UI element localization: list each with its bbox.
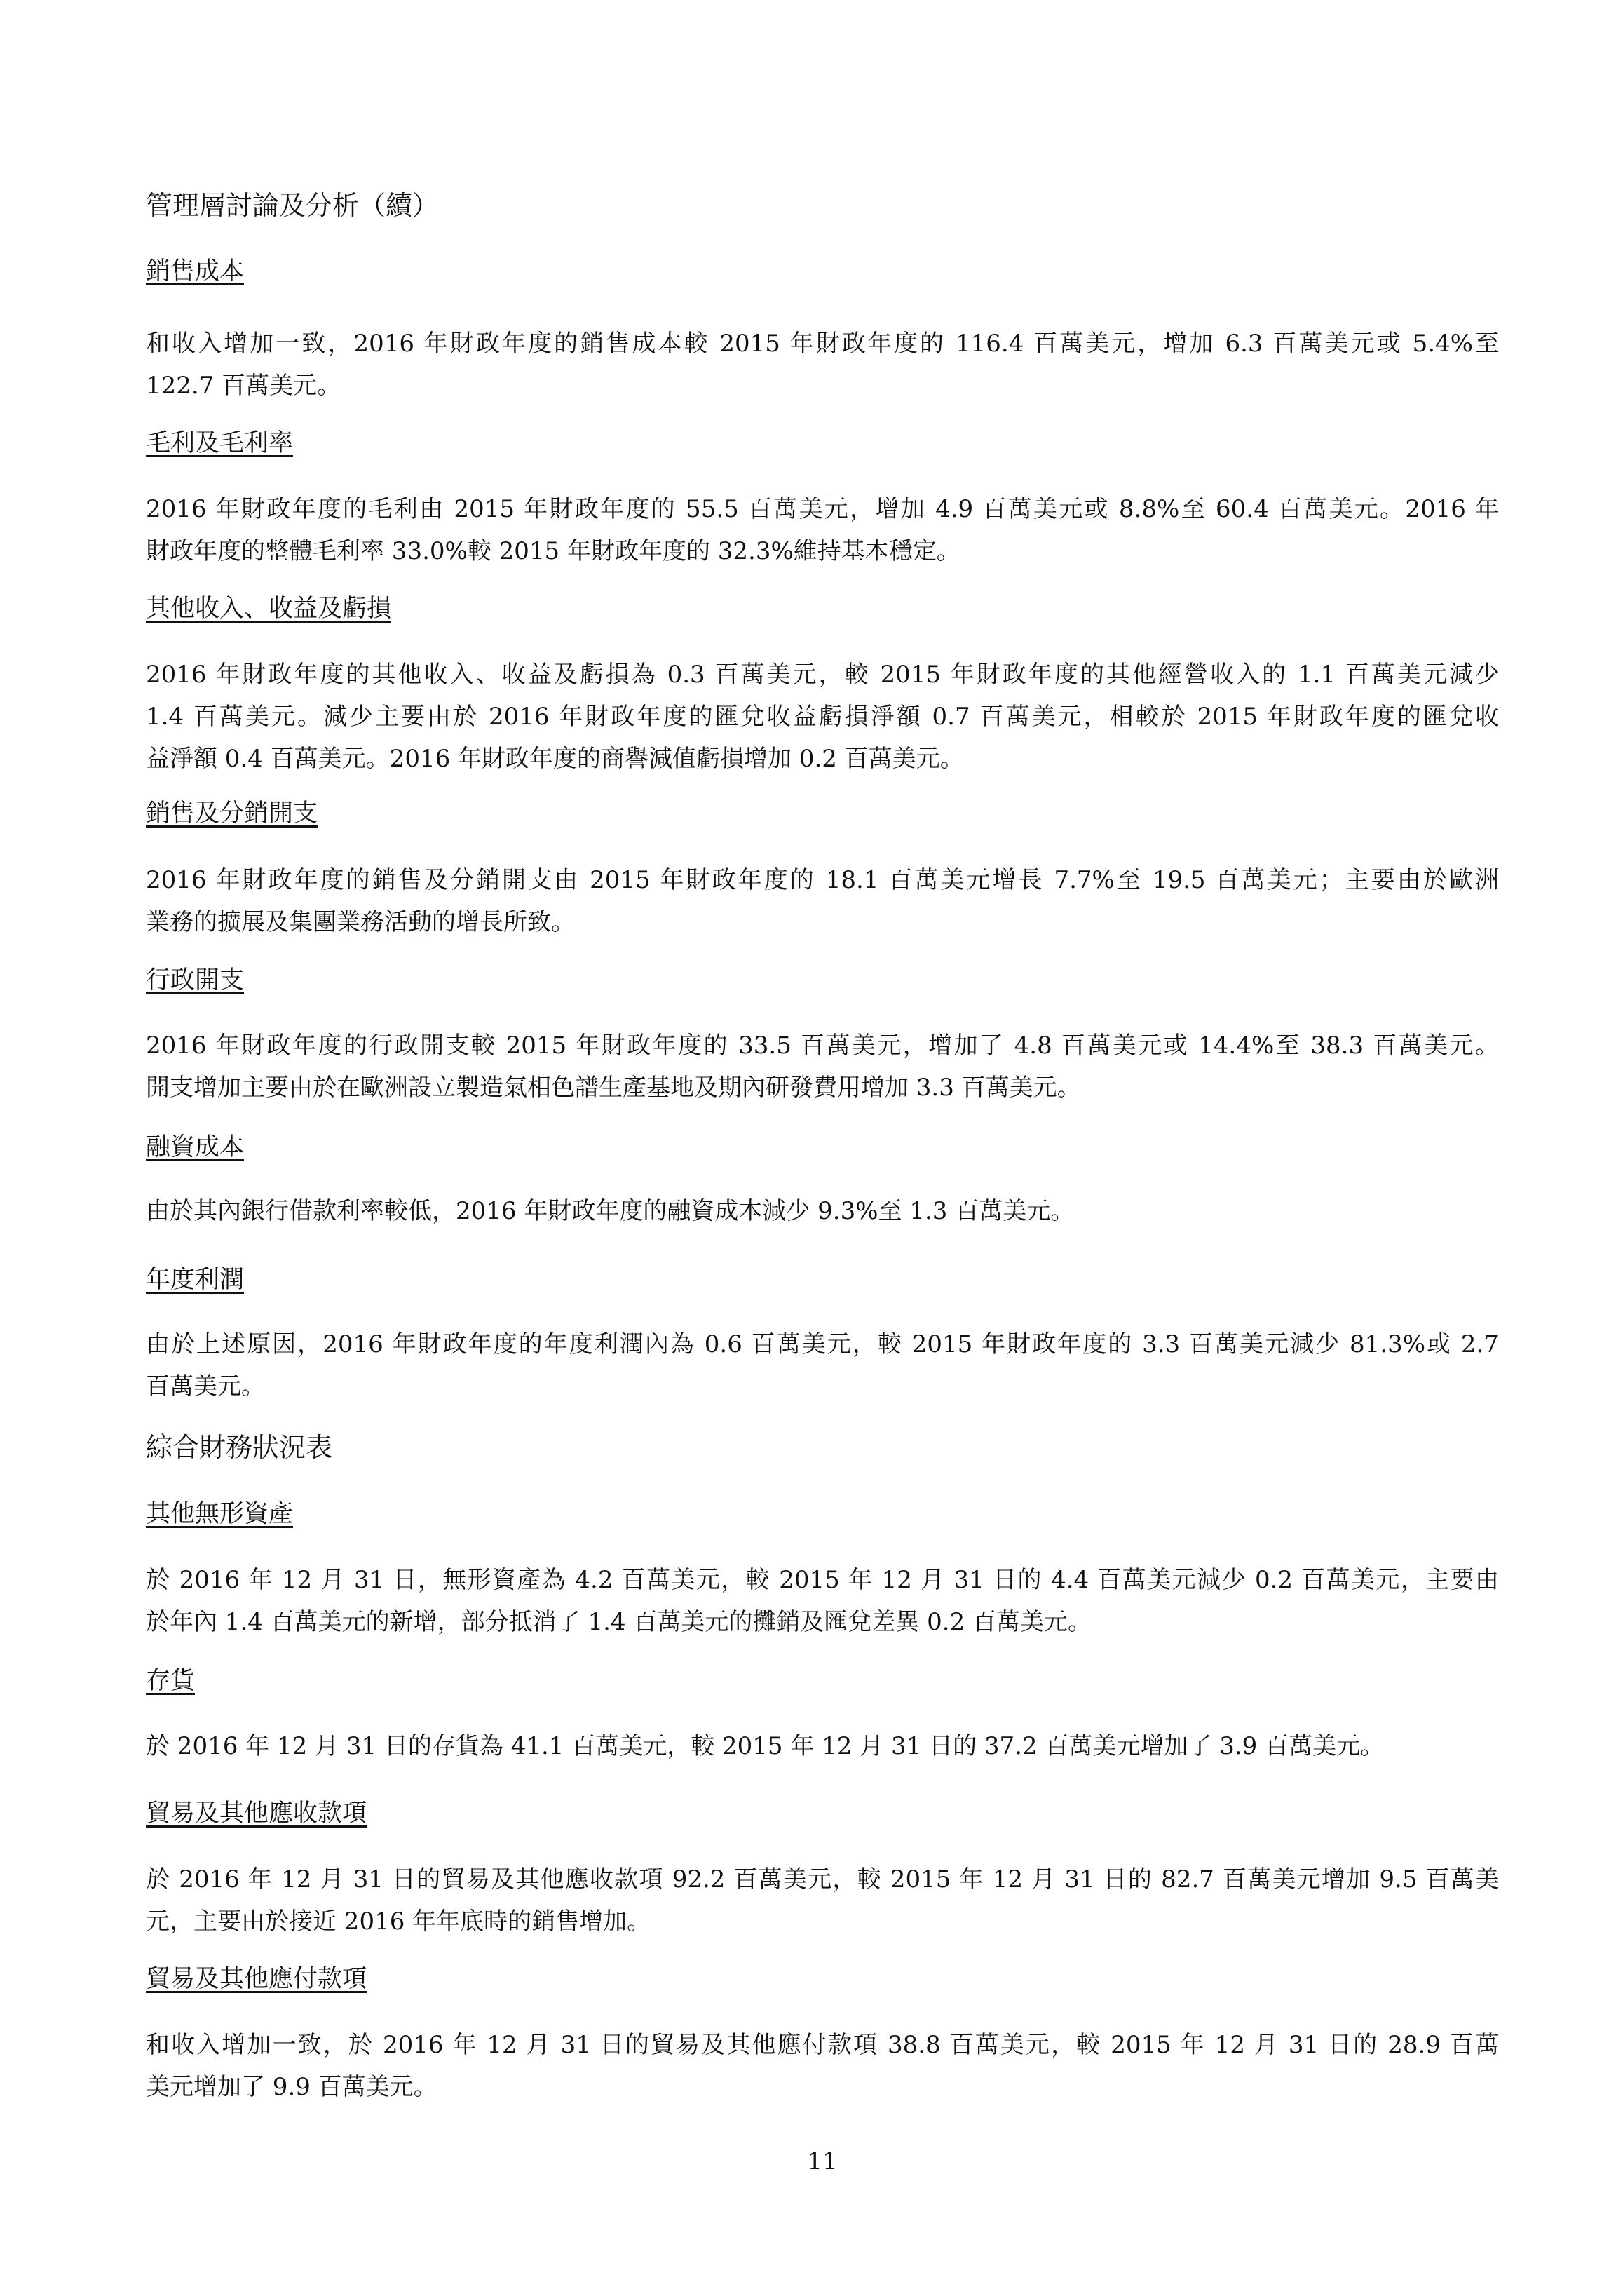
section-body-other-income: [146, 654, 1499, 780]
section-title-cost-of-sales: 銷售成本: [146, 257, 245, 285]
text-line: 由於上述原因，2016 年財政年度的年度利潤內為 0.6 百萬美元，較 2015 年財政年度的 3.3 百萬美元減少 81.3%或 2.7: [146, 1330, 1499, 1358]
text-line: 由於其內銀行借款利率較低，2016 年財政年度的融資成本減少 9.3%至 1.3 百萬美元。: [146, 1197, 1075, 1225]
text-line: 於 2016 年 12 月 31 日，無形資產為 4.2 百萬美元，較 2015 年 12 月 31 日的 4.4 百萬美元減少 0.2 百萬美元，主要由: [146, 1566, 1499, 1594]
section-body-gross-profit: [146, 488, 1499, 572]
section-title-inventories: 存貨: [146, 1667, 196, 1695]
text-line: 122.7 百萬美元。: [146, 372, 341, 400]
section-title-admin-expenses: 行政開支: [146, 966, 245, 994]
main-heading-mda: 管理層討論及分析（續）: [146, 190, 440, 221]
text-line: 益淨額 0.4 百萬美元。2016 年財政年度的商譽減值虧損增加 0.2 百萬美元。: [146, 745, 964, 773]
text-line: 2016 年財政年度的行政開支較 2015 年財政年度的 33.5 百萬美元，增加了 4.8 百萬美元或 14.4%至 38.3 百萬美元。: [146, 1032, 1499, 1060]
page-number: 11: [807, 2147, 838, 2175]
text-line: 和收入增加一致，2016 年財政年度的銷售成本較 2015 年財政年度的 116.4 百萬美元，增加 6.3 百萬美元或 5.4%至: [146, 330, 1500, 358]
text-line: 1.4 百萬美元。減少主要由於 2016 年財政年度的匯兌收益虧損淨額 0.7 百萬美元，相較於 2015 年財政年度的匯兌收: [146, 703, 1499, 731]
section-body-intangible-assets: [146, 1559, 1499, 1643]
section-title-trade-receivables: 貿易及其他應收款項: [146, 1799, 367, 1828]
text-line: 於 2016 年 12 月 31 日的貿易及其他應收款項 92.2 百萬美元，較 2015 年 12 月 31 日的 82.7 百萬美元增加 9.5 百萬美: [146, 1865, 1499, 1893]
section-title-gross-profit: 毛利及毛利率: [146, 429, 294, 457]
section-body-trade-payables: [146, 2024, 1499, 2108]
section-body-profit-for-year: [146, 1323, 1499, 1407]
section-body-finance-costs: [146, 1190, 1499, 1232]
section-title-selling-distribution: 銷售及分銷開支: [146, 799, 318, 828]
section-body-cost-of-sales: [146, 323, 1499, 407]
text-line: 業務的擴展及集團業務活動的增長所致。: [146, 908, 575, 936]
section-title-trade-payables: 貿易及其他應付款項: [146, 1965, 367, 1993]
text-line: 元，主要由於接近 2016 年年底時的銷售增加。: [146, 1907, 651, 1936]
section-body-inventories: [146, 1725, 1499, 1767]
text-line: 開支增加主要由於在歐洲設立製造氣相色譜生產基地及期內研發費用增加 3.3 百萬美元。: [146, 1074, 1081, 1102]
section-body-trade-receivables: [146, 1858, 1499, 1943]
text-line: 於年內 1.4 百萬美元的新增，部分抵消了 1.4 百萬美元的攤銷及匯兌差異 0.2 百萬美元。: [146, 1608, 1092, 1636]
section-title-other-income: 其他收入、收益及虧損: [146, 595, 392, 623]
section-body-admin-expenses: [146, 1025, 1499, 1109]
section-title-profit-for-year: 年度利潤: [146, 1266, 245, 1294]
section-title-intangible-assets: 其他無形資產: [146, 1500, 294, 1528]
section-title-finance-costs: 融資成本: [146, 1133, 245, 1161]
text-line: 於 2016 年 12 月 31 日的存貨為 41.1 百萬美元，較 2015 年 12 月 31 日的 37.2 百萬美元增加了 3.9 百萬美元。: [146, 1732, 1385, 1760]
text-line: 財政年度的整體毛利率 33.0%較 2015 年財政年度的 32.3%維持基本穩定。: [146, 537, 960, 565]
document-page: [146, 0, 1499, 2296]
main-heading-financial-position: 綜合財務狀況表: [146, 1432, 333, 1463]
text-line: 2016 年財政年度的其他收入、收益及虧損為 0.3 百萬美元，較 2015 年財政年度的其他經營收入的 1.1 百萬美元減少: [146, 661, 1499, 689]
text-line: 2016 年財政年度的銷售及分銷開支由 2015 年財政年度的 18.1 百萬美元增長 7.7%至 19.5 百萬美元；主要由於歐洲: [146, 866, 1499, 894]
text-line: 2016 年財政年度的毛利由 2015 年財政年度的 55.5 百萬美元，增加 4.9 百萬美元或 8.8%至 60.4 百萬美元。2016 年: [146, 495, 1499, 523]
text-line: 百萬美元。: [146, 1372, 265, 1400]
text-line: 美元增加了 9.9 百萬美元。: [146, 2073, 437, 2101]
section-body-selling-distribution: [146, 859, 1499, 943]
text-line: 和收入增加一致，於 2016 年 12 月 31 日的貿易及其他應付款項 38.8 百萬美元，較 2015 年 12 月 31 日的 28.9 百萬: [146, 2031, 1499, 2059]
